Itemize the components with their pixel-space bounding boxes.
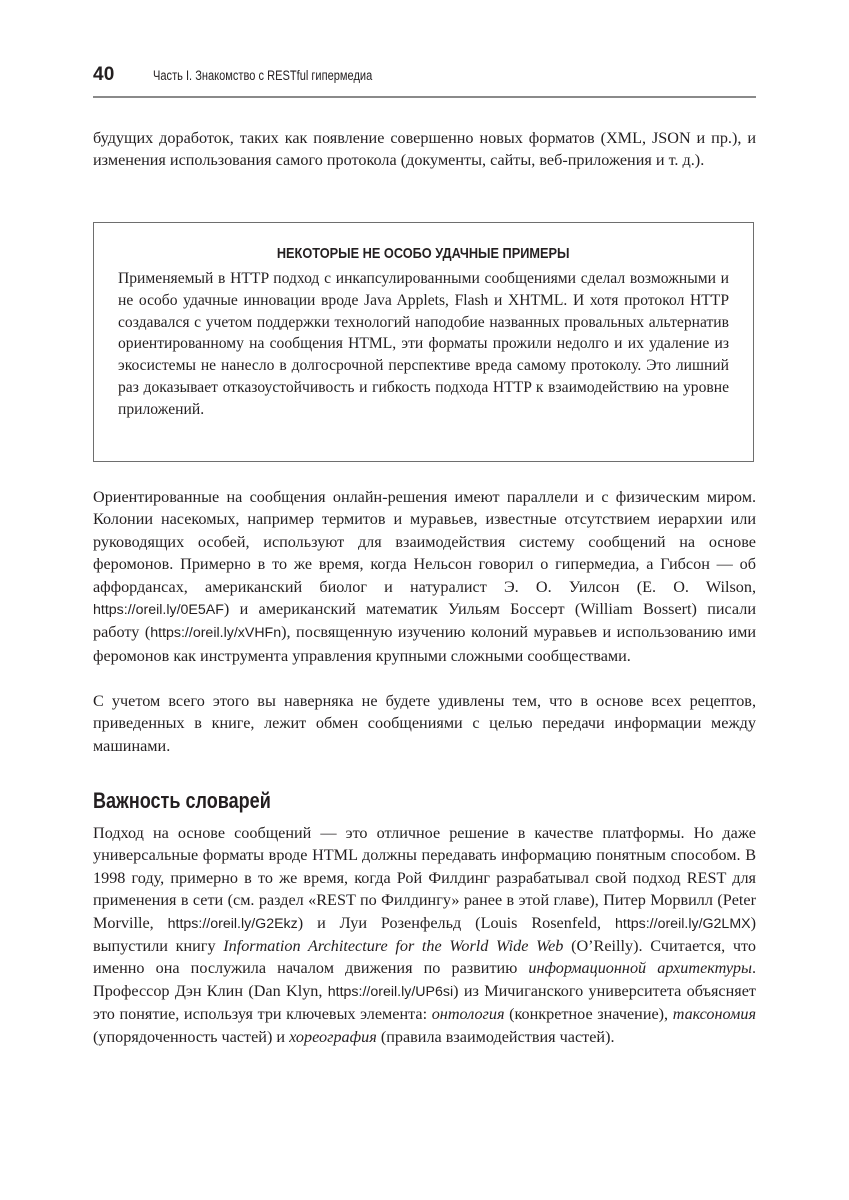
running-head: Часть I. Знакомство с RESTful гипермедиа — [153, 68, 373, 83]
link-rosenfeld[interactable]: https://oreil.ly/G2LMX — [614, 915, 751, 932]
book-title: Information Architecture for the World Wide Web — [223, 937, 564, 956]
page-header — [93, 64, 756, 98]
paragraph-recipes: С учетом всего этого вы наверняка не будете удивлены тем, что в основе всех рецептов, приведенных в книге, лежит обмен сообщениями с целью передачи информации между машинами. — [93, 692, 756, 755]
paragraph-pheromones: Ориентированные на сообщения онлайн-решения имеют параллели и с физическим миром. Колонии насекомых, например термитов и муравьев, известные отсутствием иерархии или руководящих особей, используют для взаимодействия систему сообщений на основе феромонов. Примерно в то же время, когда Нельсон говорил о гипермедиа, а Гибсон — об аффордансах, американский биолог и натуралист Э. О. Уилсон (E. O. Wilson, https://oreil.ly/0E5AF) и американский математик Уильям Боссерт (William Bossert) писали работу (https://oreil.ly/xVHFn), посвященную изучению колоний муравьев и использованию ими феромонов как инструмента управления крупными сложными сообществами. — [93, 488, 756, 665]
link-wilson[interactable]: https://oreil.ly/0E5AF — [93, 602, 224, 619]
sidebar-text: Применяемый в HTTP подход с инкапсулированными сообщениями сделал возможными и не особо удачные инновации вроде Java Applets, Flash и XHTML. И хотя протокол HTTP создавался с учетом поддержки технологий наподобие названных провальных альтернатив ориентированному на сообщения HTML, эти форматы прожили недолго и их удаление из экосистемы не нанесло в долгосрочной перспективе вреда самому протоколу. Это лишний раз доказывает отказоустойчивость и гибкость подхода HTTP к взаимодействию на уровне приложений. — [118, 270, 729, 418]
paragraph-vocabularies: Подход на основе сообщений — это отличное решение в качестве платформы. Но даже универсальные форматы вроде HTML должны передавать информацию понятным способом. В 1998 году, примерно в то же время, когда Рой Филдинг разрабатывал свой подход REST для применения в сети (см. раздел «REST по Филдингу» ранее в этой главе), Питер Морвилл (Peter Morville, https://oreil.ly/G2Ekz) и Луи Розенфельд (Louis Rosenfeld, https://oreil.ly/G2LMX) выпустили книгу Information Architecture for the World Wide Web (O’Reilly). Считается, что именно она послужила началом движения по развитию информационной архитектуры. Профессор Дэн Клин (Dan Klyn, https://oreil.ly/UP6si) из Мичиганского университета объясняет это понятие, используя три ключевых элемента: онтология (конкретное значение), таксономия (упорядоченность частей) и хореография (правила взаимодействия частей). — [93, 824, 756, 1046]
sidebar-box — [93, 222, 754, 462]
term-information-architecture: информационной архитектуры — [528, 959, 752, 978]
sidebar-title: НЕКОТОРЫЕ НЕ ОСОБО УДАЧНЫЕ ПРИМЕРЫ — [277, 245, 570, 262]
term-choreography: хореография — [289, 1027, 377, 1046]
link-ant-study[interactable]: https://oreil.ly/xVHFn — [150, 625, 282, 642]
link-morville[interactable]: https://oreil.ly/G2Ekz — [167, 915, 298, 932]
term-taxonomy: таксономия — [672, 1005, 756, 1024]
intro-paragraph: будущих доработок, таких как появление совершенно новых форматов (XML, JSON и пр.), и изменения использования самого протокола (документы, сайты, веб-приложения и т. д.). — [93, 129, 756, 170]
link-klyn[interactable]: https://oreil.ly/UP6si — [327, 983, 454, 1000]
page-number: 40 — [93, 64, 115, 85]
section-heading: Важность словарей — [93, 788, 271, 813]
term-ontology: онтология — [431, 1005, 505, 1024]
